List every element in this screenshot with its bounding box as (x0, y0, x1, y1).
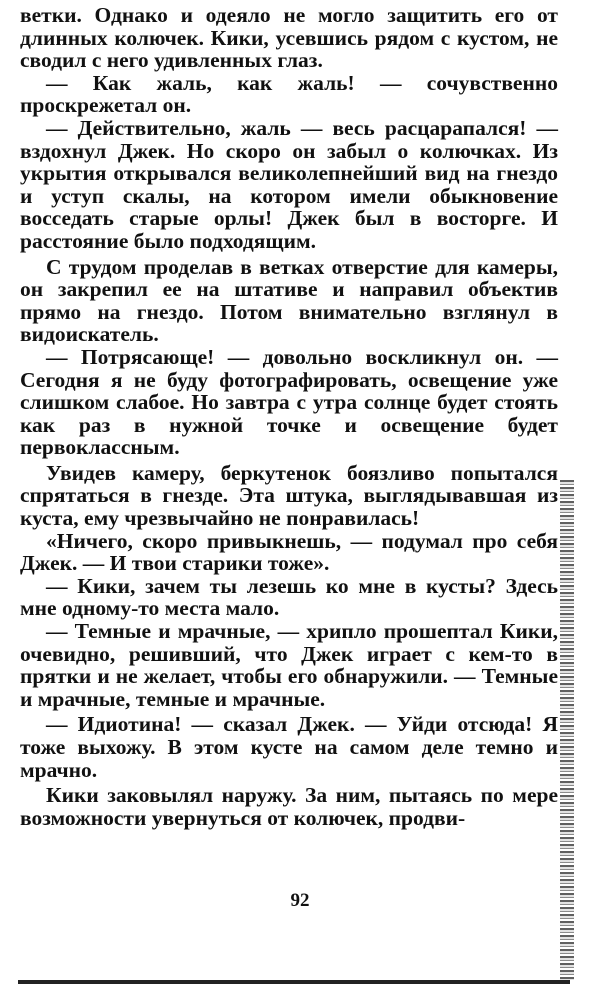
paragraph: Увидев камеру, беркутенок боязливо попытался спрятаться в гнезде. Эта штука, выглядывавшая из куста, ему чрезвычайно не понравилась! (20, 460, 558, 531)
paragraph: — Как жаль, как жаль! — сочувственно проскрежетал он. (20, 70, 558, 118)
page-text (20, 4, 558, 829)
scan-edge-noise (560, 480, 574, 980)
paragraph: Кики заковылял наружу. За ним, пытаясь по мере возможности увернуться от колючек, продви- (20, 783, 558, 830)
bottom-border (18, 980, 570, 984)
paragraph: — Идиотина! — сказал Джек. — Уйди отсюда! Я тоже выхожу. В этом кусте на самом деле темно и мрачно. (20, 712, 558, 782)
page-number: 92 (290, 890, 310, 911)
paragraph-continuation: ветки. Однако и одеяло не могло защитить его от длинных колючек. Кики, усевшись рядом с кустом, не сводил с него удивленных глаз. (20, 3, 558, 73)
paragraph: — Потрясающе! — довольно воскликнул он. — Сегодня я не буду фотографировать, освещение уже слишком слабое. Но завтра с утра солнце будет стоять как раз в нужной точке и освещение будет первоклассным. (20, 344, 558, 460)
paragraph: — Действительно, жаль — весь расцарапался! — вздохнул Джек. Но скоро он забыл о колючках. Из укрытия открывался великолепнейший вид на гнездо и уступ скалы, на котором имели обыкновение восседать старые орлы! Джек был в восторге. И расстояние было подходящим. (20, 115, 558, 253)
paragraph: С трудом проделав в ветках отверстие для камеры, он закрепил ее на штативе и направил объектив прямо на гнездо. Потом внимательно взглянул в видоискатель. (20, 254, 558, 347)
paragraph: «Ничего, скоро привыкнешь, — подумал про себя Джек. — И твои старики тоже». (20, 528, 558, 576)
paragraph: — Темные и мрачные, — хрипло прошептал Кики, очевидно, решивший, что Джек играет с кем-то в прятки и не желает, чтобы его обнаружили. — Темные и мрачные, темные и мрачные. (20, 619, 558, 711)
paragraph: — Кики, зачем ты лезешь ко мне в кусты? Здесь мне одному-то места мало. (20, 573, 558, 621)
